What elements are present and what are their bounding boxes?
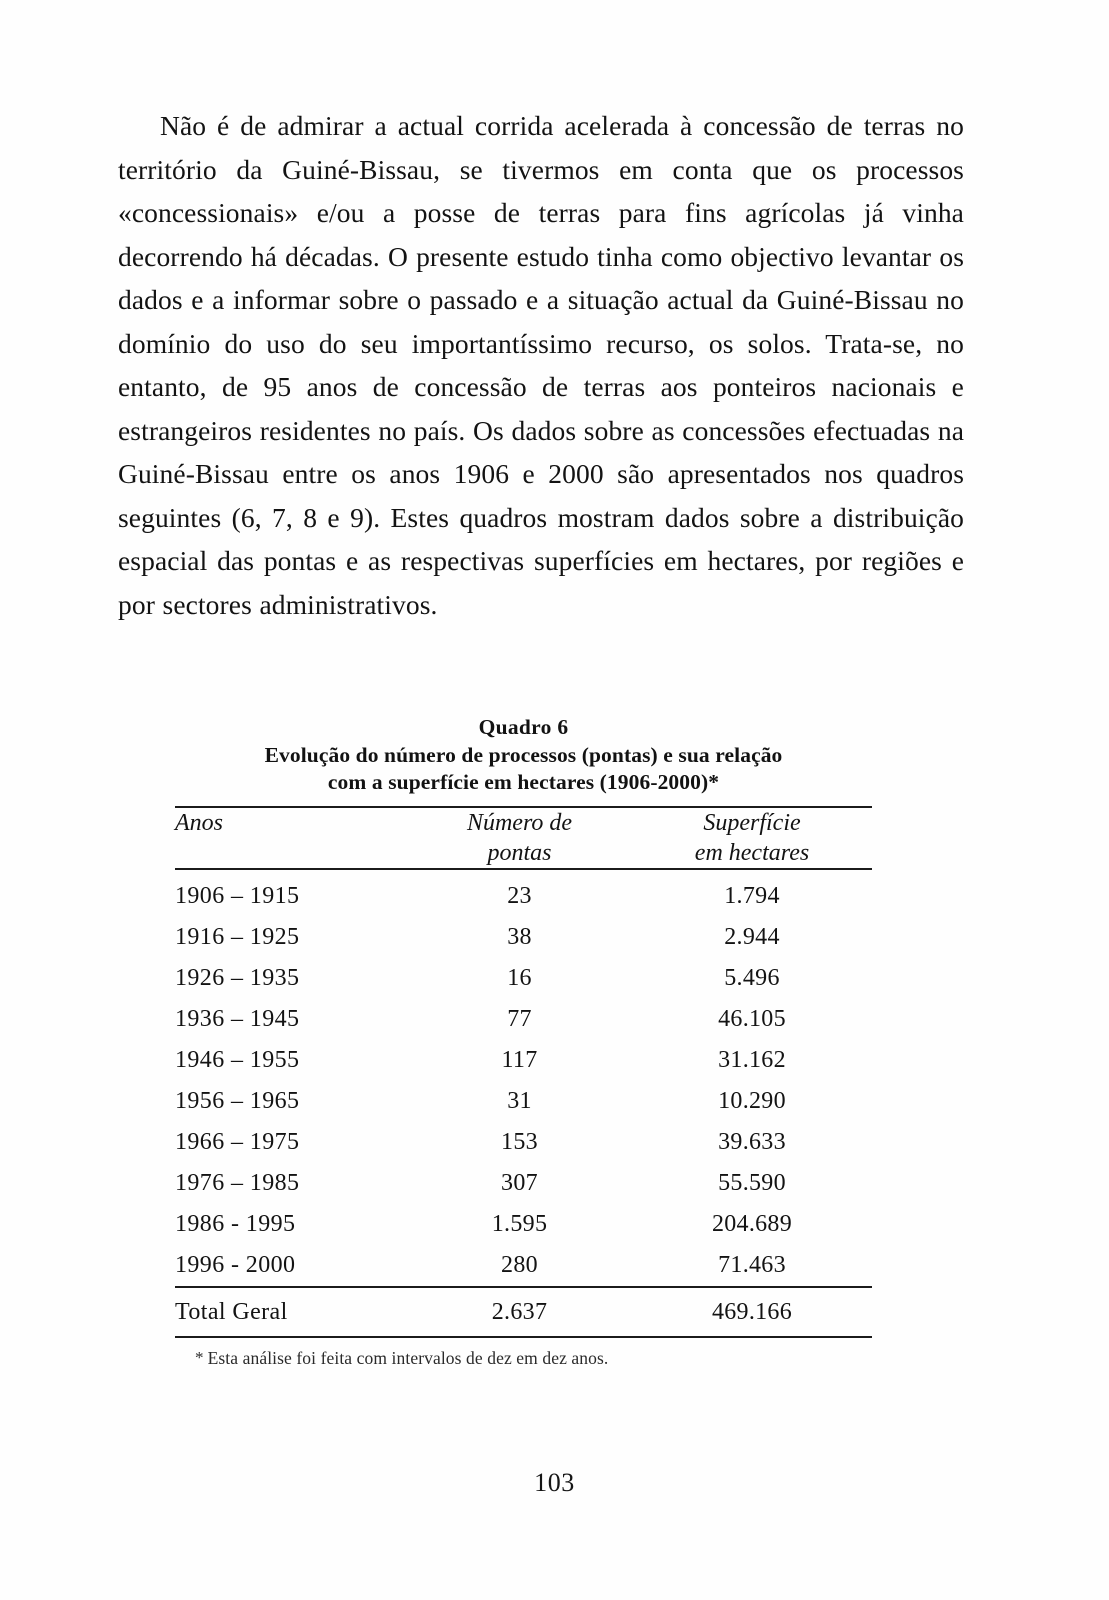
table-row (175, 869, 872, 917)
table-caption-number: Quadro 6 (478, 715, 569, 739)
page-number: 103 (534, 1468, 575, 1497)
cell-anos: 1946 – 1955 (175, 1046, 300, 1073)
cell-numero-de-pontas: 38 (507, 923, 532, 950)
table-caption-line-2: com a superfície em hectares (1906-2000)* (327, 770, 720, 794)
cell-numero-de-pontas: 307 (501, 1169, 538, 1196)
table-total-row (175, 1287, 872, 1337)
footnote-marker: * (195, 1347, 204, 1367)
cell-anos: 1926 – 1935 (175, 964, 300, 991)
total-label: Total Geral (175, 1298, 288, 1325)
quadro-6-table (175, 806, 872, 1338)
cell-superficie-em-hectares: 71.463 (718, 1251, 786, 1278)
column-header-pontas-line-1: Número de (466, 809, 573, 836)
table-footer (175, 1287, 872, 1337)
cell-numero-de-pontas: 280 (501, 1251, 538, 1278)
column-header-superficie-line-1: Superfície (703, 809, 801, 836)
footnote-text: Esta análise foi feita com intervalos de dez em dez anos. (207, 1347, 609, 1368)
total-pontas: 2.637 (491, 1298, 548, 1325)
column-header-superficie-em-hectares (632, 807, 872, 869)
cell-anos: 1936 – 1945 (175, 1005, 300, 1032)
table-row (175, 1204, 872, 1245)
table-row (175, 1040, 872, 1081)
cell-anos: 1996 - 2000 (175, 1251, 296, 1278)
total-superficie: 469.166 (711, 1298, 793, 1325)
table-header (175, 807, 872, 869)
table-caption-line-1: Evolução do número de processos (pontas) e sua relação (264, 742, 783, 767)
column-header-pontas-line-2: pontas (487, 839, 552, 866)
cell-superficie-em-hectares: 46.105 (718, 1005, 786, 1032)
table-row (175, 1163, 872, 1204)
cell-numero-de-pontas: 117 (501, 1046, 538, 1073)
table-header-row (175, 807, 872, 869)
table-footnote (175, 1347, 872, 1369)
cell-superficie-em-hectares: 10.290 (718, 1087, 786, 1114)
table-row (175, 1122, 872, 1163)
quadro-6-block (175, 714, 872, 1369)
cell-superficie-em-hectares: 2.944 (724, 923, 780, 950)
table-row (175, 1081, 872, 1122)
cell-numero-de-pontas: 23 (507, 882, 532, 909)
paragraph: Não é de admirar a actual corrida acelerada à concessão de terras no território da Guiné-Bissau, se tivermos em conta que os processos «concessionais» e/ou a posse de terras para fins agrícolas já vinha decorrendo há décadas. O presente estudo tinha como objectivo levantar os dados e a informar sobre o passado e a situação actual da Guiné-Bissau no domínio do uso do seu importantíssimo recurso, os solos. Trata-se, no entanto, de 95 anos de concessão de terras aos ponteiros nacionais e estrangeiros residentes no país. Os dados sobre as concessões efectuadas na Guiné-Bissau entre os anos 1906 e 2000 são apresentados nos quadros seguintes (6, 7, 8 e 9). Estes quadros mostram dados sobre a distribuição espacial das pontas e as respectivas superfícies em hectares, por regiões e por sectores administrativos. (118, 110, 964, 620)
table-row (175, 1245, 872, 1287)
cell-anos: 1906 – 1915 (175, 882, 300, 909)
cell-superficie-em-hectares: 204.689 (711, 1210, 793, 1237)
column-header-anos (175, 807, 407, 869)
cell-anos: 1976 – 1985 (175, 1169, 300, 1196)
cell-superficie-em-hectares: 39.633 (718, 1128, 786, 1155)
cell-superficie-em-hectares: 31.162 (718, 1046, 786, 1073)
cell-superficie-em-hectares: 5.496 (724, 964, 780, 991)
table-row (175, 958, 872, 999)
column-header-numero-de-pontas (407, 807, 632, 869)
table-caption (175, 714, 872, 797)
cell-numero-de-pontas: 1.595 (491, 1210, 548, 1237)
cell-numero-de-pontas: 77 (507, 1005, 532, 1032)
cell-numero-de-pontas: 153 (501, 1128, 538, 1155)
column-header-anos-label: Anos (175, 809, 223, 836)
cell-anos: 1916 – 1925 (175, 923, 300, 950)
cell-anos: 1966 – 1975 (175, 1128, 300, 1155)
table-row (175, 999, 872, 1040)
cell-numero-de-pontas: 16 (507, 964, 532, 991)
cell-superficie-em-hectares: 55.590 (718, 1169, 786, 1196)
cell-anos: 1956 – 1965 (175, 1087, 300, 1114)
cell-numero-de-pontas: 31 (507, 1087, 532, 1114)
cell-anos: 1986 - 1995 (175, 1210, 296, 1237)
table-row (175, 917, 872, 958)
cell-superficie-em-hectares: 1.794 (724, 882, 780, 909)
column-header-superficie-line-2: em hectares (694, 839, 810, 866)
table-body (175, 869, 872, 1287)
body-text-block (118, 104, 964, 626)
